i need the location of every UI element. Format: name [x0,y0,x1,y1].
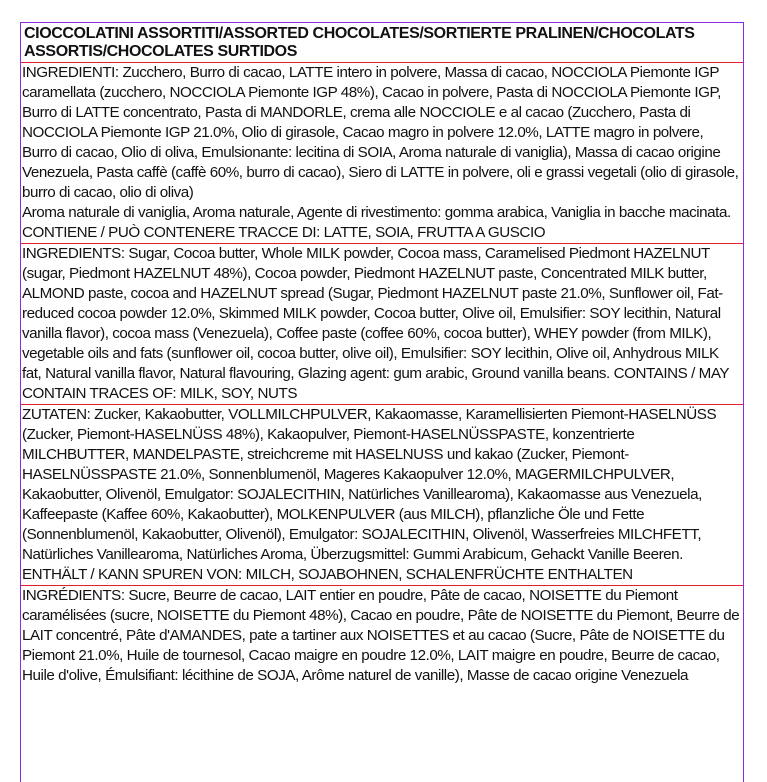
ingredients-english-paragraph: INGREDIENTS: Sugar, Cocoa butter, Whole MILK powder, Cocoa mass, Caramelised Piedmont HAZELNUT (sugar, Piedmont HAZELNUT 48%), Cocoa powder, Piedmont HAZELNUT paste, Concentrated MILK butter, ALMOND paste, cocoa and HAZELNUT spread (Sugar, Piedmont HAZELNUT paste 21.0%, Sunflower oil, Fat-reduced cocoa powder 12.0%, Skimmed MILK powder, Cocoa butter, Olive oil, Emulsifier: SOY lecithin, Natural vanilla flavor), cocoa mass (Venezuela), Coffee paste (coffee 60%, cocoa butter), WHEY powder (from MILK), vegetable oils and fats (sunflower oil, cocoa butter, olive oil), Emulsifier: SOY lecithin, Olive oil, Anhydrous MILK fat, Natural vanilla flavor, Natural flavouring, Glazing agent: gum arabic, Ground vanilla beans. CONTAINS / MAY CONTAIN TRACES OF: MILK, SOY, NUTS [22,245,729,402]
ingredients-italian-paragraph-2: Aroma naturale di vaniglia, Aroma naturale, Agente di rivestimento: gomma arabica, Vaniglia in bacche macinata. CONTIENE / PUÒ CONTENERE TRACCE DI: LATTE, SOIA, FRUTTA A GUSCIO [22,204,731,241]
ingredients-german-paragraph: ZUTATEN: Zucker, Kakaobutter, VOLLMILCHPULVER, Kakaomasse, Karamellisierten Piemont-HASELNÜSS (Zucker, Piemont-HASELNÜSS 48%), Kakaopulver, Piemont-HASELNÜSSPASTE, konzentrierte MILCHBUTTER, MANDELPASTE, streichcreme mit HASELNUSS und kakao (Zucker, Piemont-HASELNÜSSPASTE 21.0%, Sonnenblumenöl, Mageres Kakaopulver 12.0%, MAGERMILCHPULVER, Kakaobutter, Olivenöl, Emulgator: SOJALECITHIN, Natürliches Vanillearoma), Kakaomasse aus Venezuela, Kaffeepaste (Kaffee 60%, Kakaobutter), MOLKENPULVER (aus MILCH), pflanzliche Öle und Fette (Sonnenblumenöl, Kakaobutter, Olivenöl), Emulgator: SOJALECITHIN, Olivenöl, Wasserfreies MILCHFETT, Natürliches Vanillearoma, Natürliches Aroma, Überzugsmittel: Gummi Arabicum, Gehackt Vanille Beeren. ENTHÄLT / KANN SPUREN VON: MILCH, SOJABOHNEN, SCHALENFRÜCHTE ENTHALTEN [22,406,717,583]
ingredients-label [20,22,744,782]
ingredients-french-paragraph: INGRÉDIENTS: Sucre, Beurre de cacao, LAIT entier en poudre, Pâte de cacao, NOISETTE du Piemont caramélisées (sucre, NOISETTE du Piemont 48%), Cacao en poudre, Pâte de NOISETTE du Piemont, Beurre de LAIT concentré, Pâte d'AMANDES, pate a tartiner aux NOISETTES et au cacao (Sucre, Pâte de NOISETTE du Piemont 21.0%, Huile de tournesol, Cacao maigre en poudre 12.0%, LAIT maigre en poudre, Beurre de cacao, Huile d'olive, Émulsifiant: lécithine de SOJA, Arôme naturel de vanille), Masse de cacao origine Venezuela [22,587,740,684]
ingredients-french [21,586,743,686]
ingredients-italian [21,63,743,244]
product-title: CIOCCOLATINI ASSORTITI/ASSORTED CHOCOLATES/SORTIERTE PRALINEN/CHOCOLATS ASSORTIS/CHOCOLATES SURTIDOS [21,23,743,63]
ingredients-german [21,405,743,586]
ingredients-english [21,244,743,405]
ingredients-italian-paragraph-1: INGREDIENTI: Zucchero, Burro di cacao, LATTE intero in polvere, Massa di cacao, NOCCIOLA Piemonte IGP caramellata (zucchero, NOCCIOLA Piemonte IGP 48%), Cacao in polvere, Pasta di NOCCIOLA Piemonte IGP, Burro di LATTE concentrato, Pasta di MANDORLE, crema alle NOCCIOLE e al cacao (Zucchero, Pasta di NOCCIOLA Piemonte IGP 21.0%, Olio di girasole, Cacao magro in polvere 12.0%, LATTE magro in polvere, Burro di cacao, Olio di oliva, Emulsionante: lecitina di SOIA, Aroma naturale di vaniglia), Massa di cacao origine Venezuela, Pasta caffè (caffè 60%, burro di cacao), Siero di LATTE in polvere, oli e grassi vegetali (olio di girasole, burro di cacao, olio di oliva) [22,64,739,201]
